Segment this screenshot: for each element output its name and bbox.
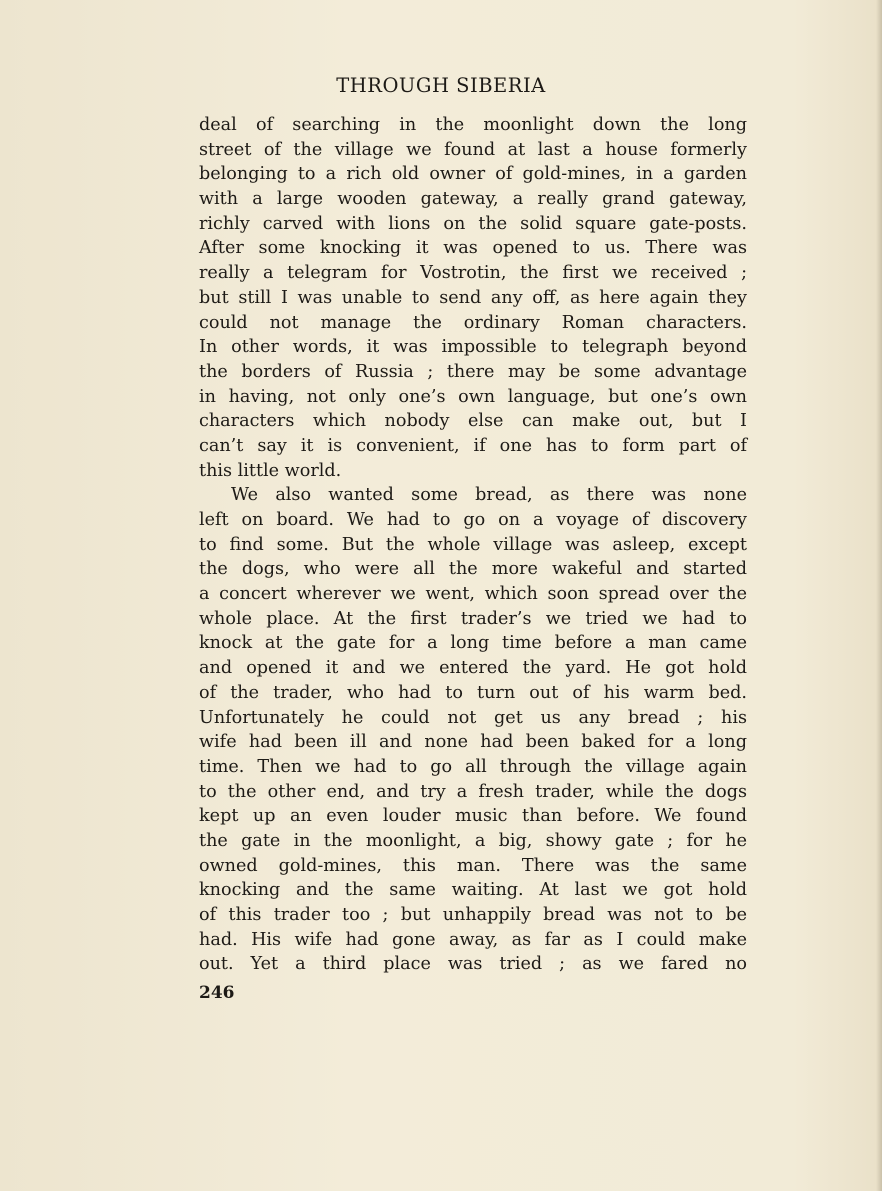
text-line: with a large wooden gateway, a really grand gateway, xyxy=(199,189,747,210)
text-line: belonging to a rich old owner of gold-mines, in a garden xyxy=(199,164,747,185)
text-line: the dogs, who were all the more wakeful and started xyxy=(199,559,747,580)
paragraph-first-line: We also wanted some bread, as there was none xyxy=(231,485,747,506)
text-line: the borders of Russia ; there may be some advantage xyxy=(199,361,747,382)
running-head: THROUGH SIBERIA xyxy=(336,74,546,97)
text-line: had. His wife had gone away, as far as I could make xyxy=(199,929,747,950)
text-line: deal of searching in the moonlight down the long xyxy=(199,115,747,135)
text-line: In other words, it was impossible to telegraph beyond xyxy=(199,337,747,358)
text-line: of the trader, who had to turn out of his warm bed. xyxy=(199,682,747,703)
text-line: the gate in the moonlight, a big, showy gate ; for he xyxy=(199,830,747,851)
text-line: left on board. We had to go on a voyage of discovery xyxy=(199,510,747,530)
text-line: but still I was unable to send any off, as here again they xyxy=(199,287,747,308)
text-line: richly carved with lions on the solid square gate-posts. xyxy=(199,213,747,234)
text-line: Unfortunately he could not get us any bread ; his xyxy=(199,707,747,728)
text-line: a concert wherever we went, which soon spread over the xyxy=(199,584,747,605)
text-line: owned gold-mines, this man. There was the same xyxy=(199,855,747,876)
text-line: knock at the gate for a long time before a man came xyxy=(199,633,747,654)
page-number: 246 xyxy=(199,983,235,1003)
text-line: in having, not only one’s own language, but one’s own xyxy=(199,386,747,407)
text-line: out. Yet a third place was tried ; as we fared no xyxy=(199,954,747,975)
text-line: of this trader too ; but unhappily bread was not to be xyxy=(199,905,747,925)
text-line: After some knocking it was opened to us. There was xyxy=(199,238,747,259)
page-edge-shadow xyxy=(876,0,882,1191)
text-line: wife had been ill and none had been baked for a long xyxy=(199,732,747,753)
text-line: really a telegram for Vostrotin, the first we received ; xyxy=(199,263,747,284)
text-line: whole place. At the first trader’s we tried we had to xyxy=(199,608,747,629)
body-text xyxy=(199,113,747,977)
text-line: street of the village we found at last a house formerly xyxy=(199,139,747,160)
text-line: knocking and the same waiting. At last we got hold xyxy=(199,880,747,901)
text-line: kept up an even louder music than before. We found xyxy=(199,806,747,827)
text-line: can’t say it is convenient, if one has to form part of xyxy=(199,435,747,456)
text-line: characters which nobody else can make out, but I xyxy=(199,411,747,432)
text-line: this little world. xyxy=(199,460,342,481)
text-line: time. Then we had to go all through the village again xyxy=(199,756,747,777)
text-line: to the other end, and try a fresh trader, while the dogs xyxy=(199,781,747,802)
text-line: to find some. But the whole village was asleep, except xyxy=(199,534,747,555)
text-line: and opened it and we entered the yard. He got hold xyxy=(199,658,747,679)
text-line: could not manage the ordinary Roman characters. xyxy=(199,312,747,333)
